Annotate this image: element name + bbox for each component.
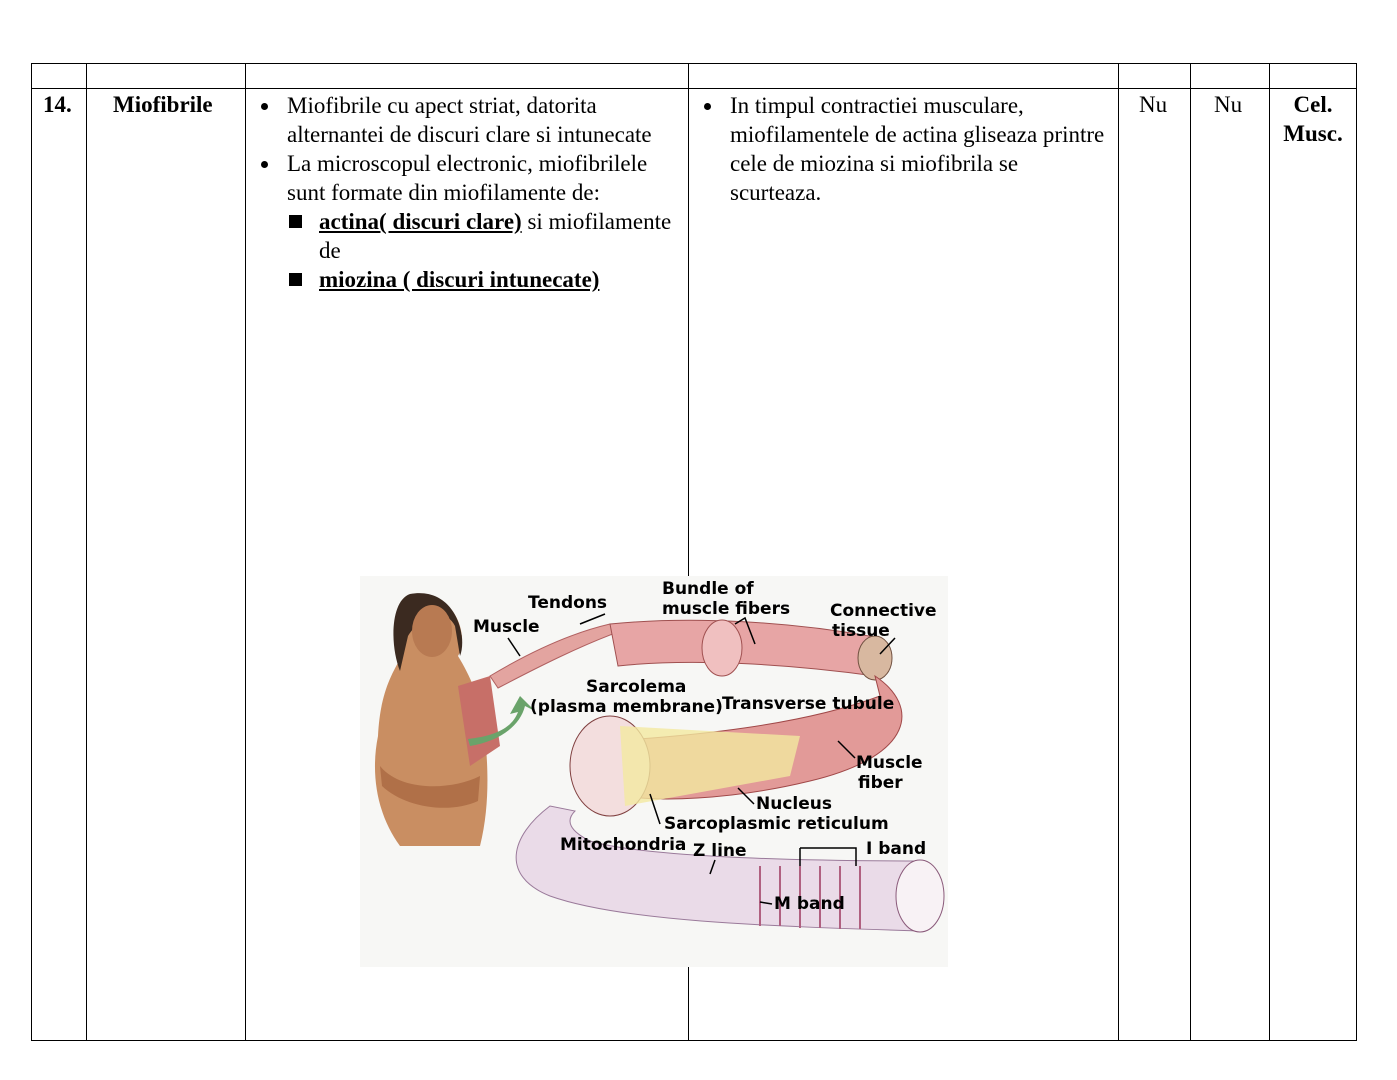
structure-text-2: La microscopul electronic, miofibrilele sunt formate din miofilamente de: <box>287 151 648 205</box>
miozina-term: miozina ( discuri intunecate) <box>319 267 600 292</box>
row-number: 14. <box>43 92 72 117</box>
label-tendons: Tendons <box>528 593 608 613</box>
connective-cross-section <box>858 636 892 680</box>
label-muscle: Muscle <box>473 617 540 637</box>
bundle-cross-section <box>702 620 742 676</box>
label-connective-1: Connective <box>830 601 937 621</box>
label-transverse-tubule: Transverse tubule <box>722 694 895 714</box>
col-divider <box>1118 63 1119 1040</box>
label-sarcolema-2: (plasma membrane) <box>530 697 723 717</box>
label-nucleus: Nucleus <box>756 794 832 814</box>
square-bullet <box>289 215 302 228</box>
muscle-structure-figure <box>360 576 948 967</box>
square-bullet <box>289 273 302 286</box>
function-bullet <box>696 91 1106 207</box>
bullet-dot <box>261 161 268 168</box>
col-divider <box>31 63 32 1040</box>
label-m-band: M band <box>774 894 845 914</box>
label-z-line: Z line <box>693 841 747 861</box>
structure-text-1: Miofibrile cu apect striat, datorita alternantei de discuri clare si intunecate <box>287 93 652 147</box>
label-sarcoplasmic-reticulum: Sarcoplasmic reticulum <box>664 814 889 834</box>
structure-subitem <box>287 207 683 265</box>
structure-bullet <box>253 91 683 149</box>
label-muscle-fiber-2: fiber <box>858 773 903 793</box>
table-bottom-border <box>31 1040 1357 1041</box>
col-divider <box>1356 63 1357 1040</box>
col5-value: Nu <box>1139 92 1168 117</box>
table-header-border <box>31 88 1357 89</box>
function-list <box>696 91 1106 207</box>
col-divider <box>86 63 87 1040</box>
label-muscle-fiber-1: Muscle <box>856 753 923 773</box>
structure-sublist <box>287 207 683 294</box>
col7-line2: Musc. <box>1283 121 1343 146</box>
label-sarcolema-1: Sarcolema <box>586 677 687 697</box>
col-divider <box>245 63 246 1040</box>
actina-term: actina( discuri clare) <box>319 209 522 234</box>
label-i-band: I band <box>866 839 927 859</box>
myofibril-end <box>896 860 944 932</box>
col-divider <box>1269 63 1270 1040</box>
col7-value <box>1270 90 1356 148</box>
function-text-1: In timpul contractiei musculare, miofilamentele de actina gliseaza printre cele de miozina si miofibrila se scurteaza. <box>730 93 1105 205</box>
structure-list <box>253 91 683 294</box>
bullet-dot <box>261 103 268 110</box>
col7-line1: Cel. <box>1293 92 1333 117</box>
col6-value: Nu <box>1214 92 1243 117</box>
structure-bullet <box>253 149 683 294</box>
col-divider <box>1190 63 1191 1040</box>
row-name: Miofibrile <box>113 92 213 117</box>
label-bundle-1: Bundle of <box>662 579 754 599</box>
bullet-dot <box>704 103 711 110</box>
actina-rest: si miofilamente de <box>319 209 672 263</box>
label-connective-2: tissue <box>832 621 890 641</box>
table-top-border <box>31 63 1357 64</box>
label-bundle-2: muscle fibers <box>662 599 791 619</box>
structure-subitem <box>287 265 683 294</box>
label-mitochondria: Mitochondria <box>560 835 687 855</box>
